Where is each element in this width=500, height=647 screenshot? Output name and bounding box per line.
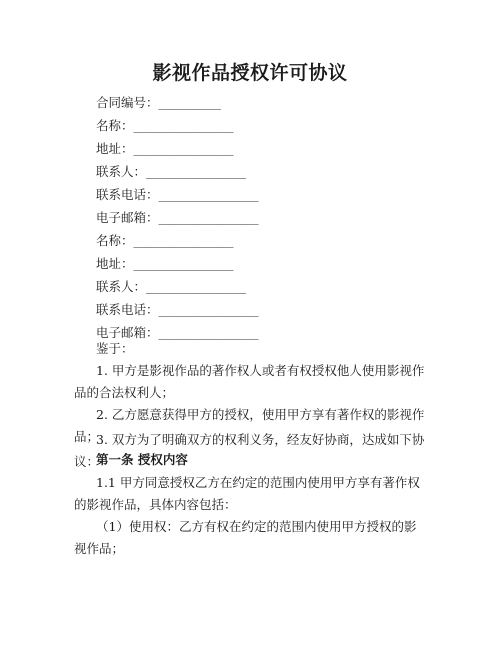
field-label: 合同编号： (96, 95, 159, 110)
preamble-text: 鉴于： (96, 341, 134, 356)
party-a-name-field (96, 118, 234, 134)
party-b-address-field (96, 256, 234, 272)
party-b-contact-field (96, 279, 246, 295)
field-blank: ________________ (133, 256, 234, 271)
party-a-email-field (96, 210, 259, 226)
field-label: 名称： (96, 233, 134, 248)
field-label: 电子邮箱： (96, 210, 159, 225)
document-title: 影视作品授权许可协议 (152, 62, 348, 84)
field-blank: ________________ (133, 141, 234, 156)
clause-1-1-item-1: （1）使用权：乙方有权在约定的范围内使用甲方授权的影视作品； (74, 519, 417, 556)
recital-3: 3. 双方为了明确双方的权利义务，经友好协商，达成如下协议： (74, 432, 425, 469)
field-blank: ________________ (158, 302, 259, 317)
field-label: 地址： (96, 141, 134, 156)
field-label: 联系电话： (96, 302, 159, 317)
field-blank: ________________ (158, 325, 259, 340)
party-a-address-field (96, 141, 234, 157)
clause-1-1: 1.1 甲方同意授权乙方在约定的范围内使用甲方享有著作权的影视作品，具体内容包括： (74, 475, 420, 512)
recital-2: 2. 乙方愿意获得甲方的授权，使用甲方享有著作权的影视作品； (74, 407, 425, 444)
party-a-contact-field (96, 164, 246, 180)
party-a-phone-field (96, 187, 259, 203)
field-blank: __________ (158, 95, 222, 110)
field-blank: ________________ (133, 118, 234, 133)
contract-number-field (96, 95, 221, 111)
field-blank: ________________ (146, 279, 247, 294)
field-label: 名称： (96, 118, 134, 133)
party-b-email-field (96, 325, 259, 341)
recital-1: 1. 甲方是影视作品的著作权人或者有权授权他人使用影视作品的合法权利人； (74, 363, 425, 400)
field-blank: ________________ (133, 233, 234, 248)
field-label: 联系人： (96, 164, 147, 179)
article-1-heading: 第一条 授权内容 (96, 452, 188, 467)
field-blank: ________________ (158, 210, 259, 225)
field-blank: ________________ (158, 187, 259, 202)
field-blank: ________________ (146, 164, 247, 179)
field-label: 联系人： (96, 279, 147, 294)
field-label: 电子邮箱： (96, 325, 159, 340)
party-b-phone-field (96, 302, 259, 318)
field-label: 联系电话： (96, 187, 159, 202)
field-label: 地址： (96, 256, 134, 271)
party-b-name-field (96, 233, 234, 249)
